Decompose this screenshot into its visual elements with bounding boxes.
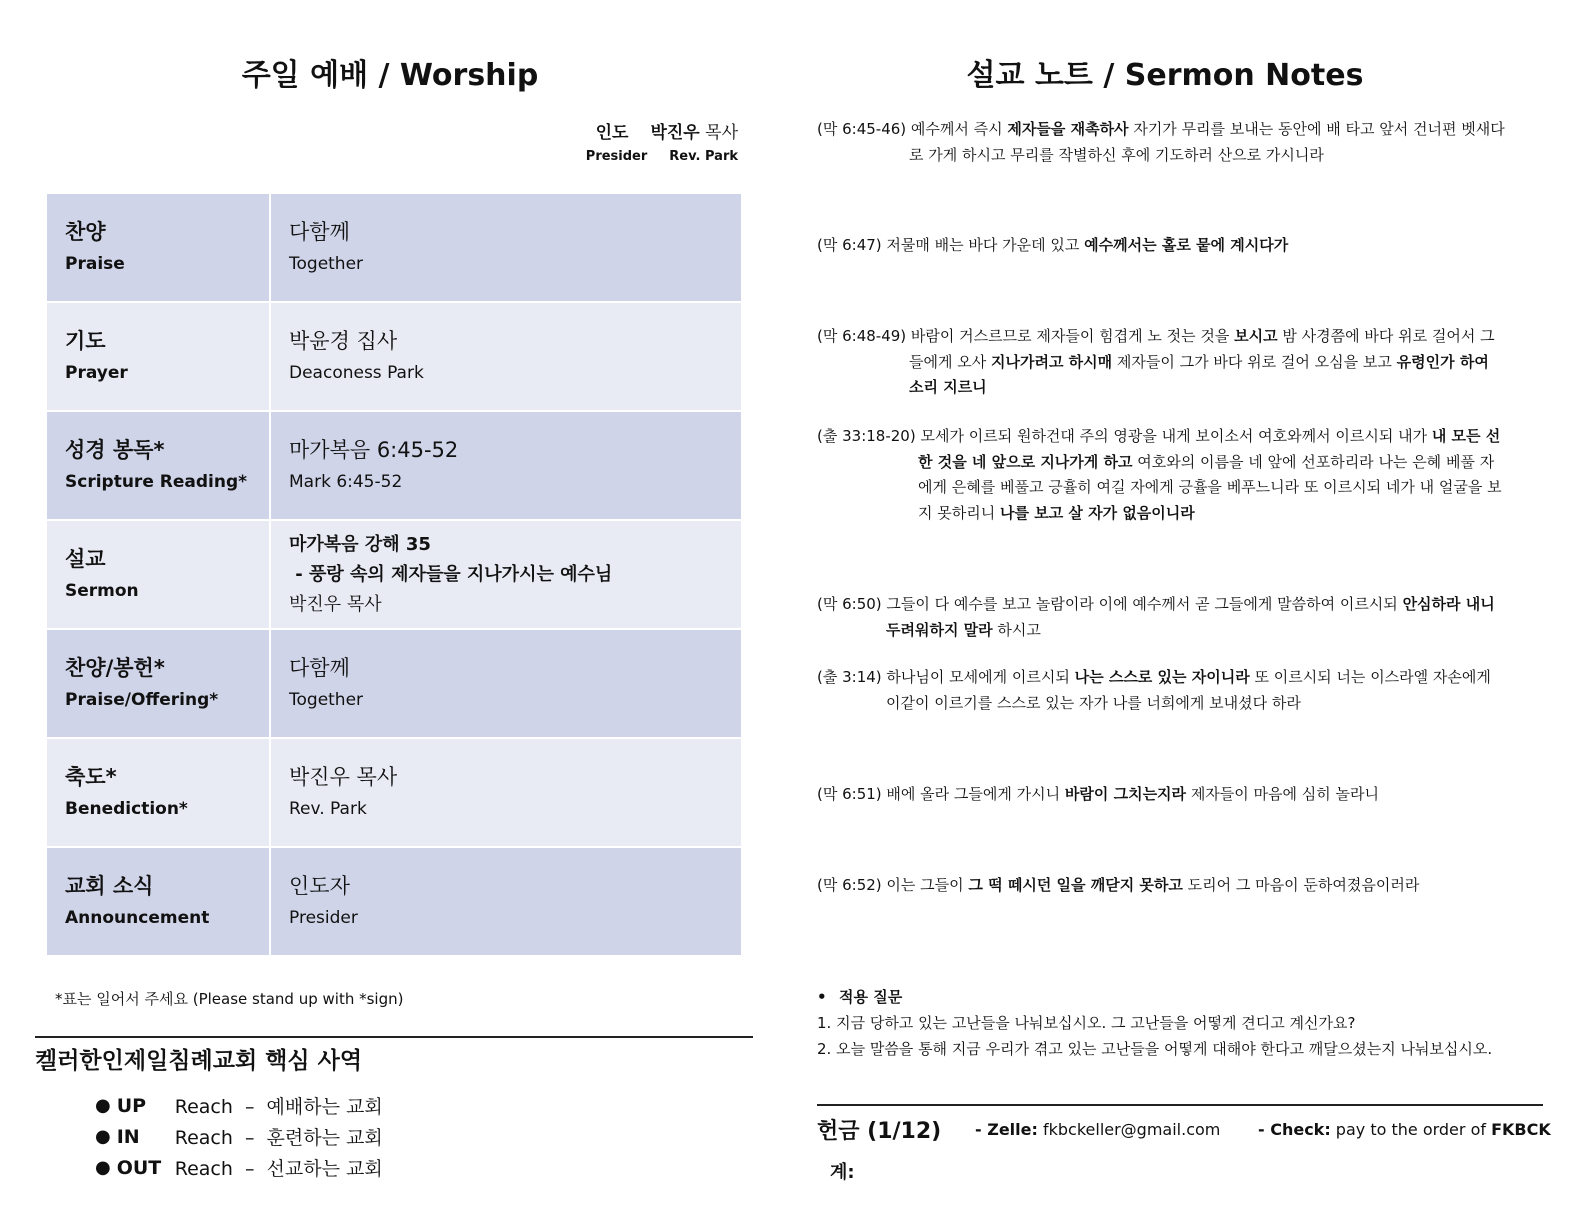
order-ko-label: 교회 소식 [65, 873, 154, 898]
verse-emphasis: 제자들을 재촉하사 [1007, 120, 1129, 138]
order-en-value: Together [289, 253, 364, 274]
verse-text: 여호와의 이름을 네 앞에 선포하리라 나는 은혜 베풀 자 [1132, 452, 1495, 471]
order-value-cell [270, 302, 742, 411]
presider-ko-title: 목사 [705, 123, 738, 143]
presider-ko-name: 박진우 [650, 123, 700, 143]
verse-text: 제자들이 그가 바다 위로 걸어 오심을 보고 [1112, 352, 1397, 371]
verse-text: 지 못하리니 [918, 503, 1000, 522]
verse-ref: (출 3:14) [817, 668, 882, 686]
ministry-title: 켈러한인제일침례교회 핵심 사역 [35, 1048, 363, 1074]
order-en-label: Praise/Offering* [65, 689, 219, 710]
order-label-cell [46, 738, 270, 847]
verse-text: 그들이 다 예수를 보고 놀람이라 이에 예수께서 곧 그들에게 말씀하여 이르시되 [881, 595, 1403, 613]
order-value-cell [270, 738, 742, 847]
verse-block [817, 233, 1532, 259]
order-label-cell [46, 302, 270, 411]
ministry-code: UP [116, 1094, 147, 1117]
order-value-cell [270, 847, 742, 956]
verse-block [817, 424, 1532, 526]
presider-block [586, 118, 738, 164]
order-en-label: Scripture Reading* [65, 471, 248, 492]
verse-emphasis: 나는 스스로 있는 자이니라 [1074, 668, 1250, 686]
order-en-value: Together [289, 689, 364, 710]
verse-emphasis: 나를 보고 살 자가 없음이니라 [1000, 503, 1195, 522]
verse-text: 모세가 이르되 원하건대 주의 영광을 내게 보이소서 여호와께서 이르시되 내가 [915, 427, 1432, 445]
order-en-value: Rev. Park [289, 798, 367, 819]
divider [817, 1104, 1543, 1106]
verse-block [817, 117, 1532, 168]
verse-emphasis: 그 떡 떼시던 일을 깨닫지 못하고 [968, 876, 1183, 894]
verse-text: 바람이 거스르므로 제자들이 힘겹게 노 젓는 것을 [906, 327, 1235, 345]
order-ko-value: 박윤경 집사 [289, 328, 398, 353]
verse-ref: (막 6:45-46) [817, 120, 907, 138]
zelle-label: - Zelle: [975, 1120, 1038, 1139]
order-ko-value: 박진우 목사 [289, 764, 398, 789]
verse-ref: (막 6:51) [817, 785, 882, 803]
order-ko-label: 축도* [65, 764, 117, 789]
verse-emphasis: 안심하라 내니 [1402, 595, 1495, 613]
order-en-label: Praise [65, 253, 125, 274]
order-en-label: Announcement [65, 907, 210, 928]
bullet-icon: ● [95, 1126, 111, 1147]
divider [35, 1036, 753, 1038]
verse-text: 하시고 [992, 620, 1041, 639]
ministry-text: Reach – 예배하는 교회 [174, 1096, 383, 1118]
presider-ko-label: 인도 [595, 123, 629, 143]
order-en-label: Benediction* [65, 798, 188, 819]
bullet-icon: ● [95, 1157, 111, 1178]
ministry-code: IN [116, 1125, 140, 1148]
sermon-notes-title: 설교 노트 / Sermon Notes [966, 58, 1364, 93]
order-label-cell [46, 629, 270, 738]
verse-ref: (막 6:52) [817, 876, 882, 894]
order-label-cell [46, 847, 270, 956]
presider-en-label: Presider [585, 149, 648, 164]
list-item [95, 1152, 383, 1183]
order-label-cell [46, 411, 270, 520]
verse-block [817, 665, 1532, 716]
verse-emphasis: 지나가려고 하시매 [991, 352, 1113, 371]
list-item [95, 1090, 383, 1121]
check-text: pay to the order of [1330, 1120, 1492, 1139]
order-value-cell [270, 520, 742, 629]
verse-ref: (막 6:47) [817, 236, 882, 254]
verse-text: 배에 올라 그들에게 가시니 [881, 785, 1065, 803]
verse-text: 하나님이 모세에게 이르시되 [881, 668, 1075, 686]
list-item [95, 1121, 383, 1152]
order-en-value: Mark 6:45-52 [289, 471, 403, 492]
verse-emphasis: 보시고 [1234, 327, 1278, 345]
ministry-code: OUT [116, 1156, 162, 1179]
order-ko-label: 성경 봉독* [65, 437, 165, 462]
order-ko-value: 다함께 [289, 219, 350, 244]
ministry-text: Reach – 훈련하는 교회 [174, 1127, 383, 1149]
table-row [46, 193, 742, 302]
table-row [46, 738, 742, 847]
verse-text: 들에게 오사 [909, 352, 991, 371]
check-info [1258, 1120, 1551, 1139]
order-en-value: Presider [289, 907, 358, 928]
order-value-cell [270, 193, 742, 302]
order-label-cell [46, 193, 270, 302]
presider-ko [586, 118, 738, 143]
verse-text: 도리어 그 마음이 둔하여졌음이러라 [1182, 876, 1420, 894]
verse-text: 에게 은혜를 베풀고 긍휼히 여길 자에게 긍휼을 베푸느니라 또 이르시되 네가 내 얼굴을 보 [918, 478, 1502, 496]
sermon-series-title: 마가복음 강해 35 [289, 533, 431, 555]
zelle-info [975, 1120, 1220, 1139]
order-en-label: Sermon [65, 580, 139, 601]
verse-text: 예수께서 즉시 [906, 120, 1008, 138]
presider-en [586, 149, 738, 164]
application-title [817, 986, 902, 1007]
verse-emphasis: 소리 지르니 [909, 378, 987, 396]
question-1: 1. 지금 당하고 있는 고난들을 나눠보십시오. 그 고난들을 어떻게 견디고 계신가요? [817, 1014, 1356, 1032]
check-label: - Check: [1258, 1120, 1331, 1139]
worship-title: 주일 예배 / Worship [241, 58, 539, 93]
verse-text: 또 이르시되 너는 이스라엘 자손에게 [1249, 668, 1491, 686]
verse-emphasis: 두려워하지 말라 [886, 620, 993, 639]
order-ko-label: 찬양/봉헌* [65, 655, 165, 680]
zelle-email: fkbckeller@gmail.com [1037, 1120, 1221, 1139]
verse-block [817, 873, 1532, 899]
verse-text: 이는 그들이 [881, 876, 969, 894]
offering-title: 헌금 (1/12) [817, 1119, 942, 1144]
table-row [46, 520, 742, 629]
table-row [46, 411, 742, 520]
verse-block [817, 592, 1532, 643]
verse-emphasis: 바람이 그치는지라 [1064, 785, 1187, 803]
verse-emphasis: 예수께서는 홀로 뭍에 계시다가 [1084, 236, 1289, 254]
verse-block [817, 782, 1532, 808]
verse-text: 로 가게 하시고 무리를 작별하신 후에 기도하러 산으로 가시니라 [909, 145, 1324, 164]
offering-total-label: 계: [830, 1162, 855, 1183]
order-value-cell [270, 629, 742, 738]
order-ko-label: 찬양 [65, 219, 106, 244]
order-en-label: Prayer [65, 362, 128, 383]
order-of-worship-table [45, 192, 743, 957]
ministry-list [95, 1090, 383, 1183]
verse-emphasis: 한 것을 네 앞으로 지나가게 하고 [918, 452, 1133, 471]
verse-ref: (막 6:50) [817, 595, 882, 613]
verse-block [817, 324, 1532, 401]
verse-text: 제자들이 마음에 심히 놀라니 [1186, 785, 1380, 803]
sermon-title: - 풍랑 속의 제자들을 지나가시는 예수님 [289, 563, 613, 585]
ministry-text: Reach – 선교하는 교회 [174, 1158, 383, 1180]
order-en-value: Deaconess Park [289, 362, 424, 383]
sermon-preacher: 박진우 목사 [289, 593, 382, 615]
stand-note: *표는 일어서 주세요 (Please stand up with *sign) [55, 990, 404, 1008]
check-payee: FKBCK [1491, 1120, 1551, 1139]
table-row [46, 302, 742, 411]
bullet-icon: • [817, 988, 827, 1006]
order-ko-label: 설교 [65, 546, 106, 571]
question-2: 2. 오늘 말씀을 통해 지금 우리가 겪고 있는 고난들을 어떻게 대해야 한다고 깨달으셨는지 나눠보십시오. [817, 1040, 1493, 1058]
presider-en-name: Rev. Park [669, 149, 738, 164]
order-value-cell [270, 411, 742, 520]
verse-emphasis: 유령인가 하여 [1396, 352, 1489, 371]
verse-ref: (출 33:18-20) [817, 427, 916, 445]
verse-ref: (막 6:48-49) [817, 327, 907, 345]
application-title-text: 적용 질문 [839, 988, 903, 1006]
table-row [46, 629, 742, 738]
order-ko-value: 다함께 [289, 655, 350, 680]
verse-text: 이같이 이르기를 스스로 있는 자가 나를 너희에게 보내셨다 하라 [886, 693, 1301, 712]
verse-text: 밤 사경쯤에 바다 위로 걸어서 그 [1277, 327, 1495, 345]
order-label-cell [46, 520, 270, 629]
order-ko-value: 마가복음 6:45-52 [289, 437, 459, 462]
verse-text: 저물매 배는 바다 가운데 있고 [881, 236, 1085, 254]
verse-emphasis: 내 모든 선 [1431, 427, 1501, 445]
table-row [46, 847, 742, 956]
verse-text: 자기가 무리를 보내는 동안에 배 타고 앞서 건너편 벳새다 [1128, 120, 1505, 138]
order-ko-label: 기도 [65, 328, 106, 353]
bullet-icon: ● [95, 1095, 111, 1116]
order-ko-value: 인도자 [289, 873, 350, 898]
